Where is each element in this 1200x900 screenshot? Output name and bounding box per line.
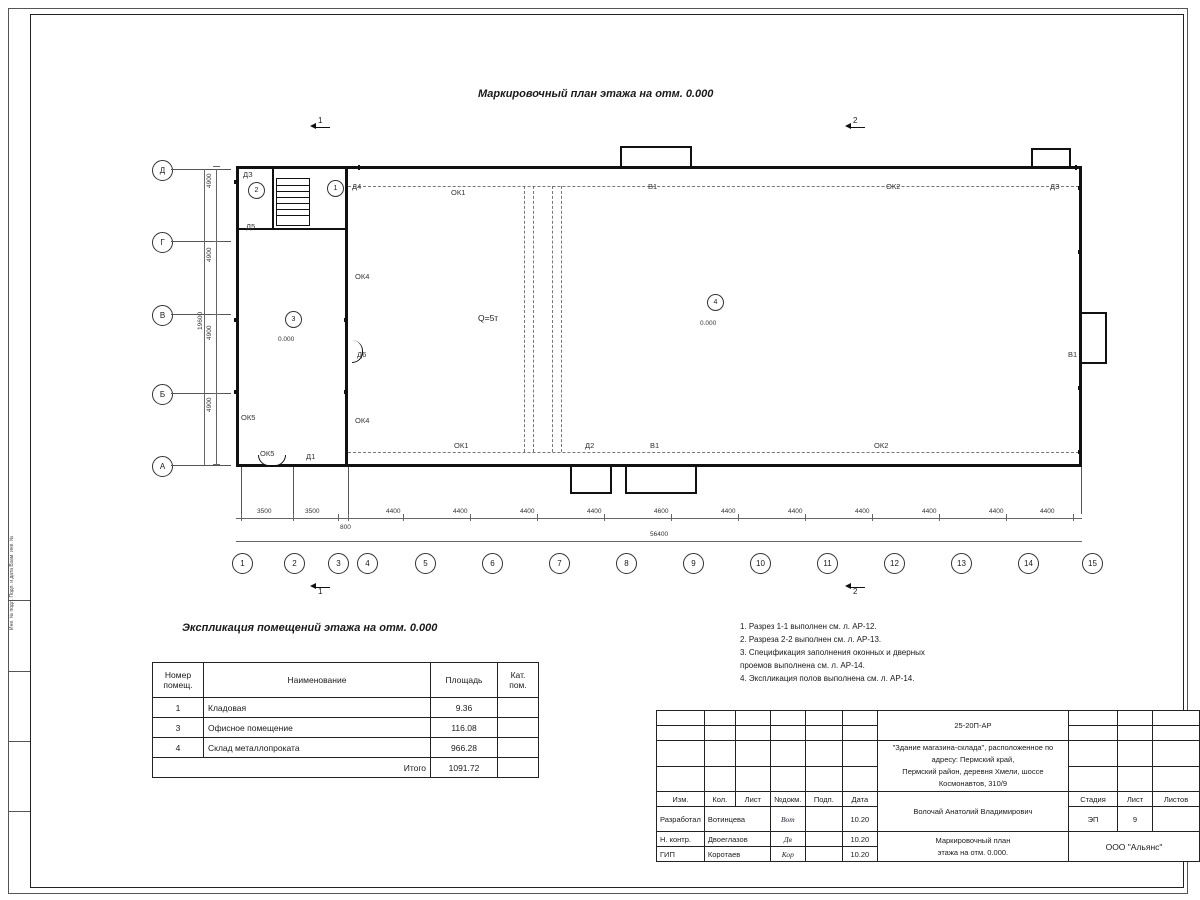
label-dz-left: ДЗ [243, 170, 253, 179]
expl-cell-area: 966.28 [431, 738, 498, 758]
horiz-dim-3: 4400 [386, 508, 401, 515]
label-d6: Д6 [357, 350, 367, 359]
axis-circle-v: В [152, 305, 173, 326]
label-ok2-bottom: ОК2 [874, 441, 889, 450]
label-ok5-lower: ОК5 [260, 449, 275, 458]
axis-circle-b: Б [152, 384, 173, 405]
stamp-object [877, 741, 1068, 792]
expl-cell-name: Склад металлопроката [204, 738, 431, 758]
expl-total-label: Итого [153, 758, 431, 778]
note-3: 3. Спецификация заполнения оконных и дверных [740, 648, 925, 657]
note-5: 4. Экспликация полов выполнена см. л. АР-14. [740, 674, 915, 683]
table-row [153, 698, 539, 718]
note-2: 2. Разреза 2-2 выполнен см. л. АР-13. [740, 635, 882, 644]
stamp-role-gip: ГИП [657, 847, 705, 862]
stamp-stage-value: ЭП [1069, 807, 1118, 832]
stamp-col-docnum: №докм. [770, 792, 805, 807]
stamp-company: ООО "Альянс" [1069, 832, 1200, 862]
notes-block [740, 620, 925, 685]
label-d5: Д5 [246, 222, 256, 231]
label-ok4-lower: ОК4 [355, 416, 370, 425]
horiz-dim-4: 4400 [453, 508, 468, 515]
expl-cell-num: 4 [153, 738, 204, 758]
stamp-sheet-header: Лист [1118, 792, 1153, 807]
stamp-doc-title-line2: этажа на отм. 0.000. [937, 847, 1009, 857]
axis-circle-a: А [152, 456, 173, 477]
label-d2: Д2 [585, 441, 595, 450]
room-level-4: 0.000 [700, 320, 717, 327]
stamp-col-izm: Изм. [657, 792, 705, 807]
expl-cell-num: 1 [153, 698, 204, 718]
label-ok1-top: ОК1 [451, 188, 466, 197]
vertical-dim-1: 4900 [206, 173, 213, 188]
axis-circle-d: Д [152, 160, 173, 181]
axis-circle-n15: 15 [1082, 553, 1103, 574]
stamp-sheets-header: Листов [1153, 792, 1200, 807]
expl-cell-name: Офисное помещение [204, 718, 431, 738]
expl-cell-cat [498, 698, 539, 718]
sheet-side-note: Инв. № подл. Подп. и дата Взам. инв. № [9, 535, 15, 630]
stamp-col-kol: Кол. [704, 792, 735, 807]
stamp-row-ncontr [657, 832, 1200, 847]
vertical-dim-total: 19600 [197, 311, 204, 330]
horiz-dim-7: 4600 [654, 508, 669, 515]
explication-title: Экспликация помещений этажа на отм. 0.000 [182, 622, 438, 634]
stamp-date-developer: 10.20 [842, 807, 877, 832]
label-ok5-upper: ОК5 [241, 413, 256, 422]
room-mark-1: 1 [327, 180, 344, 197]
axis-circle-n9: 9 [683, 553, 704, 574]
room-mark-2: 2 [248, 182, 265, 199]
axis-circle-n1: 1 [232, 553, 253, 574]
stamp-role-developer: Разработал [657, 807, 705, 832]
stamp-sign-ncontr: Дв [770, 832, 805, 847]
stamp-stage-header: Стадия [1069, 792, 1118, 807]
stamp-code: 25-20П-АР [877, 711, 1068, 741]
axis-circle-n5: 5 [415, 553, 436, 574]
cut-mark-label: 1 [318, 116, 323, 125]
axis-circle-g: Г [152, 232, 173, 253]
expl-cell-cat [498, 738, 539, 758]
axis-circle-n8: 8 [616, 553, 637, 574]
stamp-col-podp: Подп. [805, 792, 842, 807]
expl-cell-name: Кладовая [204, 698, 431, 718]
stamp-date-ncontr: 10.20 [842, 832, 877, 847]
page-title: Маркировочный план этажа на отм. 0.000 [478, 88, 714, 100]
room-level-3: 0.000 [278, 336, 295, 343]
cut-mark-label: 2 [853, 116, 858, 125]
stamp-sign-gip: Кор [770, 847, 805, 862]
stamp-name-ncontr: Двоеглазов [704, 832, 770, 847]
axis-circle-n11: 11 [817, 553, 838, 574]
table-total-row [153, 758, 539, 778]
title-block [656, 710, 1200, 862]
vertical-dim-3: 4900 [206, 325, 213, 340]
stamp-sign-developer: Вот [770, 807, 805, 832]
expl-cell-num: 3 [153, 718, 204, 738]
axis-circle-n14: 14 [1018, 553, 1039, 574]
horiz-dim-11: 4400 [922, 508, 937, 515]
horiz-dim-9: 4400 [788, 508, 803, 515]
note-1: 1. Разрез 1-1 выполнен см. л. АР-12. [740, 622, 877, 631]
horiz-dim-extra: 800 [340, 524, 351, 531]
stamp-doc-title [877, 832, 1068, 862]
horiz-dim-6: 4400 [587, 508, 602, 515]
cut-mark-label: 1 [318, 587, 323, 596]
axis-circle-n7: 7 [549, 553, 570, 574]
label-d1: Д1 [306, 452, 316, 461]
label-v1-bottom: В1 [650, 441, 660, 450]
stamp-col-data: Дата [842, 792, 877, 807]
horiz-dim-2: 3500 [305, 508, 320, 515]
expl-header-cat: Кат. пом. [498, 663, 539, 698]
horiz-dim-total: 56400 [650, 531, 669, 538]
expl-header-name: Наименование [204, 663, 431, 698]
sheet-side-strip [8, 600, 30, 893]
room-mark-3: 3 [285, 311, 302, 328]
horiz-dim-8: 4400 [721, 508, 736, 515]
axis-circle-n4: 4 [357, 553, 378, 574]
stamp-sheets-value [1153, 807, 1200, 832]
vertical-dim-2: 4900 [206, 247, 213, 262]
label-v1-right: В1 [1068, 350, 1078, 359]
label-dz-right: ДЗ [1050, 182, 1060, 191]
expl-cell-cat [498, 718, 539, 738]
horiz-dim-5: 4400 [520, 508, 535, 515]
horiz-dim-10: 4400 [855, 508, 870, 515]
expl-total-value: 1091.72 [431, 758, 498, 778]
label-ok4-upper: ОК4 [355, 272, 370, 281]
stamp-doc-title-line1: Маркировочный план [935, 835, 1011, 845]
stamp-date-gip: 10.20 [842, 847, 877, 862]
expl-header-area: Площадь [431, 663, 498, 698]
horiz-dim-1: 3500 [257, 508, 272, 515]
axis-circle-n3: 3 [328, 553, 349, 574]
stamp-object-line2: Пермский район, деревня Хмели, шоссе Космонавтов, 310/9 [902, 767, 1044, 788]
horiz-dim-12: 4400 [989, 508, 1004, 515]
expl-cell-area: 9.36 [431, 698, 498, 718]
axis-circle-n12: 12 [884, 553, 905, 574]
axis-circle-n10: 10 [750, 553, 771, 574]
expl-header-num: Номер помещ. [153, 663, 204, 698]
stamp-chief: Волочай Анатолий Владимирович [877, 792, 1068, 832]
cut-mark-label: 2 [853, 587, 858, 596]
expl-cell-area: 116.08 [431, 718, 498, 738]
axis-circle-n2: 2 [284, 553, 305, 574]
stair-symbol [276, 178, 310, 226]
note-4: проемов выполнена см. л. АР-14. [740, 661, 865, 670]
table-row [153, 718, 539, 738]
label-ok2-top: ОК2 [886, 182, 901, 191]
stamp-name-developer: Вотинцева [704, 807, 770, 832]
stamp-col-list: Лист [735, 792, 770, 807]
room-mark-4: 4 [707, 294, 724, 311]
stamp-role-ncontr: Н. контр. [657, 832, 705, 847]
table-row [153, 738, 539, 758]
label-ok1-bottom: ОК1 [454, 441, 469, 450]
horiz-dim-13: 4400 [1040, 508, 1055, 515]
label-v1-top: В1 [648, 182, 658, 191]
stamp-object-line1: "Здание магазина-склада", расположенное по адресу: Пермский край, [892, 743, 1054, 764]
label-d4: Д4 [352, 182, 362, 191]
stamp-name-gip: Коротаев [704, 847, 770, 862]
stamp-sheet-value: 9 [1118, 807, 1153, 832]
axis-circle-n13: 13 [951, 553, 972, 574]
axis-circle-n6: 6 [482, 553, 503, 574]
crane-capacity-label: Q=5т [478, 313, 499, 323]
vertical-dim-4: 4900 [206, 397, 213, 412]
explication-table [152, 662, 539, 778]
